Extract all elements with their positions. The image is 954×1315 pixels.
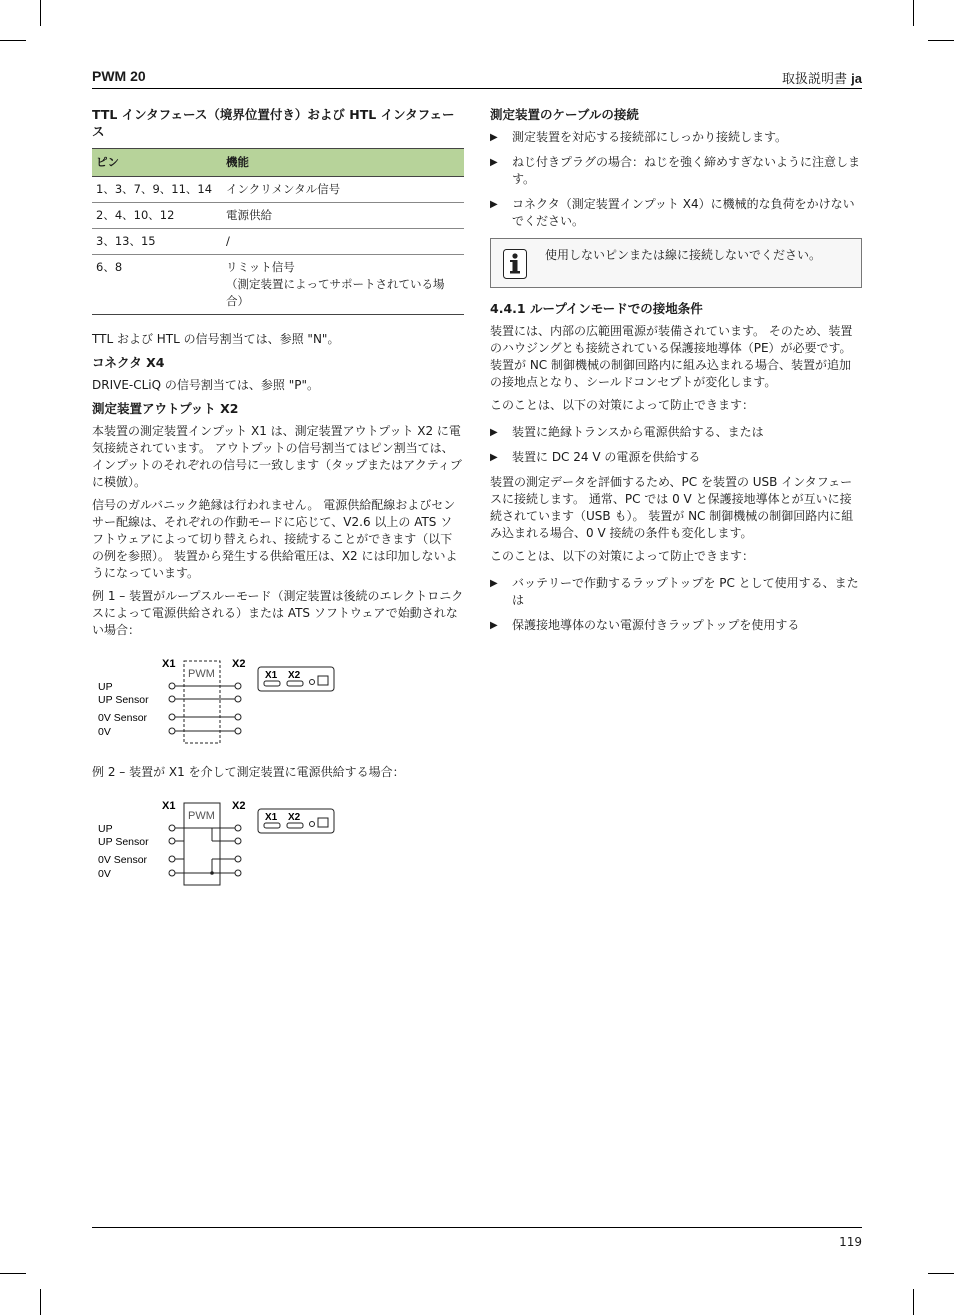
list-item: ▶ 測定装置を対応する接続部にしっかり接続します。	[490, 130, 788, 144]
device-label-x2: X2	[288, 812, 301, 823]
footer-rule	[92, 1227, 862, 1228]
table-cell-function: /	[222, 229, 464, 255]
right-column	[490, 106, 862, 642]
grounding-paragraph-2: このことは、以下の対策によって防止できます：	[490, 398, 755, 412]
example-2-text: 例 2 – 装置が X1 を介して測定装置に電源供給する場合：	[92, 765, 405, 779]
crop-mark	[40, 1289, 41, 1315]
column-header-function: 機能	[222, 149, 464, 177]
header-doc-name: 取扱説明書	[782, 72, 848, 87]
bullet-arrow-icon: ▶	[490, 199, 498, 210]
table-cell-pin: 2、4、10、12	[92, 203, 222, 229]
signal-up-sensor: UP Sensor	[98, 836, 149, 848]
diagram-label-x2: X2	[232, 800, 246, 812]
measures-list-2	[490, 575, 862, 634]
cable-connection-list	[490, 129, 862, 230]
list-item: ▶ 装置に DC 24 V の電源を供給する	[490, 450, 701, 464]
wiring-diagram-2	[92, 795, 464, 892]
bullet-arrow-icon: ▶	[490, 578, 498, 589]
bullet-arrow-icon: ▶	[490, 452, 498, 463]
table-row	[92, 177, 464, 203]
ttl-htl-note: TTL および HTL の信号割当ては、参照 "N"。	[92, 332, 340, 346]
left-column	[92, 106, 464, 906]
table-cell-function: 電源供給	[222, 203, 464, 229]
table-cell-function: インクリメンタル信号	[222, 177, 464, 203]
grounding-paragraph-1: 装置には、内部の広範囲電源が装備されています。 そのため、装置のハウジングとも接続されている保護接地導体（PE）が必要です。 装置が NC 制御機械の制御回路内に組み込まれる場合、装置が追加の接地点となり、シールドコンセプトが変化します。	[490, 324, 853, 389]
table-row	[92, 229, 464, 255]
bullet-arrow-icon: ▶	[490, 132, 498, 143]
list-item: ▶ 保護接地導体のない電源付きラップトップを使用する	[490, 618, 800, 632]
x2-title: 測定装置アウトプット X2	[92, 401, 239, 416]
diagram-label-pwm: PWM	[188, 668, 215, 680]
crop-mark	[928, 40, 954, 41]
device-front-icon	[258, 667, 334, 691]
x2-paragraph-1: 本装置の測定装置インプット X1 は、測定装置アウトプット X2 に電気接続されています。 アウトプットの信号割当てはピン割当ては、インプットのそれぞれの信号に一致します（タップまたはアクティブに模倣）。	[92, 424, 462, 489]
signal-up: UP	[98, 681, 113, 693]
table-row	[92, 255, 464, 315]
diagram-label-x2: X2	[232, 658, 246, 670]
grounding-paragraph-4: このことは、以下の対策によって防止できます：	[490, 549, 755, 563]
device-label-x1: X1	[265, 812, 278, 823]
crop-mark	[913, 1289, 914, 1315]
measures-list-1	[490, 424, 862, 466]
signal-up: UP	[98, 823, 113, 835]
wiring-diagram-1	[92, 653, 464, 750]
header-lang: ja	[851, 71, 862, 86]
x2-paragraph-2: 信号のガルバニック絶縁は行われません。 電源供給配線およびセンサー配線は、それぞれの作動モードに応じて、V2.6 以上の ATS ソフトウェアによって切り替えられ、接続することができます（以下の例を参照）。 装置から発生する供給電圧は、X2 には印加しないようになっています。	[92, 498, 458, 580]
pin-table	[92, 148, 464, 315]
diagram-label-pwm: PWM	[188, 810, 215, 822]
grounding-paragraph-3: 装置の測定データを評価するため、PC を装置の USB インタフェースに接続します。 通常、PC では 0 V と保護接地導体とが互いに接続されています（USB も）。 装置が NC 制御機械の制御回路内に組み込まれる場合、0 V 接続の条件も変化します。	[490, 475, 854, 540]
example-1-text: 例 1 – 装置がループスルーモード（測定装置は後続のエレクトロニクスによって電源供給される）または ATS ソフトウェアで始動されない場合：	[92, 589, 464, 637]
list-item: ▶ コネクタ（測定装置インプット X4）に機械的な負荷をかけないでください。	[490, 197, 855, 228]
signal-0v-sensor: 0V Sensor	[98, 854, 148, 866]
table-cell-pin: 6、8	[92, 255, 222, 315]
list-item: ▶ 装置に絶縁トランスから電源供給する、または	[490, 425, 764, 439]
header-rule	[92, 88, 862, 89]
page-number: 119	[839, 1235, 862, 1249]
x4-text: DRIVE-CLiQ の信号割当ては、参照 "P"。	[92, 378, 319, 392]
device-label-x1: X1	[265, 670, 278, 681]
bullet-arrow-icon: ▶	[490, 620, 498, 631]
bullet-arrow-icon: ▶	[490, 427, 498, 438]
info-icon	[503, 249, 527, 279]
crop-mark	[40, 0, 41, 26]
signal-0v: 0V	[98, 726, 111, 738]
signal-0v: 0V	[98, 868, 111, 880]
crop-mark	[928, 1273, 954, 1274]
section-441-title: 4.4.1 ループインモードでの接地条件	[490, 301, 703, 316]
diagram-label-x1: X1	[162, 800, 176, 812]
diagram-label-x1: X1	[162, 658, 176, 670]
x4-title: コネクタ X4	[92, 355, 165, 370]
info-note-text: 使用しないピンまたは線に接続しないでください。	[545, 248, 822, 262]
column-header-pin: ピン	[92, 149, 222, 177]
info-note	[490, 238, 862, 288]
signal-0v-sensor: 0V Sensor	[98, 712, 148, 724]
crop-mark	[0, 1273, 26, 1274]
cable-connection-title: 測定装置のケーブルの接続	[490, 107, 639, 122]
crop-mark	[0, 40, 26, 41]
list-item: ▶ バッテリーで作動するラップトップを PC として使用する、または	[490, 576, 859, 607]
table-cell-pin: 3、13、15	[92, 229, 222, 255]
ttl-section-title: TTL インタフェース（境界位置付き）および HTL インタフェース	[92, 107, 455, 139]
list-item: ▶ ねじ付きプラグの場合：ねじを強く締めすぎないように注意します。	[490, 155, 861, 186]
table-cell-function: リミット信号 （測定装置によってサポートされている場合）	[222, 255, 464, 315]
table-cell-pin: 1、3、7、9、11、14	[92, 177, 222, 203]
bullet-arrow-icon: ▶	[490, 157, 498, 168]
table-header-row	[92, 149, 464, 177]
device-label-x2: X2	[288, 670, 301, 681]
table-row	[92, 203, 464, 229]
header-product: PWM 20	[92, 68, 146, 84]
header-doc-title	[782, 68, 862, 87]
crop-mark	[913, 0, 914, 26]
signal-up-sensor: UP Sensor	[98, 694, 149, 706]
device-front-icon	[258, 809, 334, 833]
